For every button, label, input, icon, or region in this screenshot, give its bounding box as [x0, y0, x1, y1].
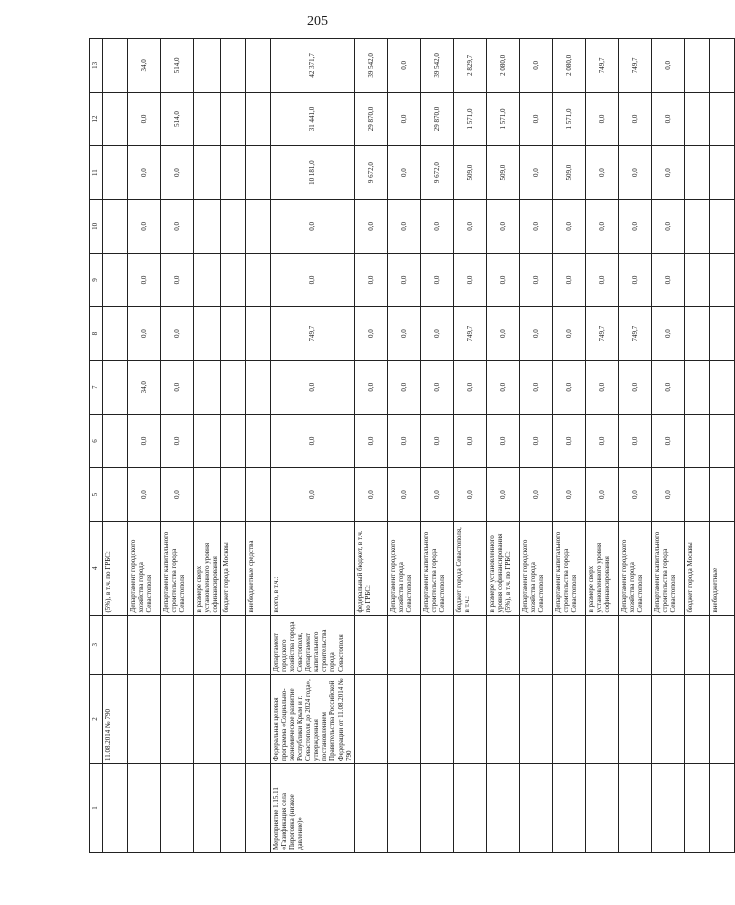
- value-cell: 29 870,0: [420, 92, 453, 146]
- value-cell: [221, 146, 246, 200]
- table-row: [194, 39, 221, 853]
- value-cell: [246, 92, 271, 146]
- value-cell: 0,0: [651, 468, 684, 522]
- value-cell: 0,0: [585, 468, 618, 522]
- value-cell: [684, 146, 709, 200]
- value-cell: 509,0: [552, 146, 585, 200]
- text-cell: Департамент городского хозяйства города Севастополя: [519, 521, 552, 615]
- value-cell: 0,0: [519, 253, 552, 307]
- value-cell: [221, 414, 246, 468]
- table-row: [246, 39, 271, 853]
- value-cell: 0,0: [387, 200, 420, 254]
- value-cell: 0,0: [651, 414, 684, 468]
- text-cell: [585, 674, 618, 763]
- value-cell: [246, 146, 271, 200]
- value-cell: 0,0: [354, 307, 387, 361]
- value-cell: [246, 307, 271, 361]
- text-cell: [420, 615, 453, 674]
- value-cell: [684, 307, 709, 361]
- text-cell: [194, 674, 221, 763]
- value-cell: 0,0: [453, 200, 486, 254]
- text-cell: [221, 763, 246, 852]
- value-cell: 10 181,0: [271, 146, 354, 200]
- value-cell: 0,0: [519, 200, 552, 254]
- value-cell: 0,0: [486, 307, 519, 361]
- table-row: [709, 39, 734, 853]
- table-row: [684, 39, 709, 853]
- value-cell: 0,0: [271, 360, 354, 414]
- text-cell: [519, 674, 552, 763]
- value-cell: [221, 200, 246, 254]
- value-cell: 0,0: [651, 146, 684, 200]
- text-cell: [354, 615, 387, 674]
- column-number-cell: 8: [90, 307, 103, 361]
- value-cell: 0,0: [387, 414, 420, 468]
- value-cell: [221, 468, 246, 522]
- value-cell: [194, 414, 221, 468]
- value-cell: 0,0: [552, 468, 585, 522]
- value-cell: 0,0: [585, 253, 618, 307]
- column-number-cell: 1: [90, 763, 103, 852]
- value-cell: [709, 360, 734, 414]
- text-cell: Департамент капитального строительства города Севастополя: [651, 521, 684, 615]
- value-cell: 0,0: [128, 414, 161, 468]
- value-cell: [246, 200, 271, 254]
- text-cell: [246, 674, 271, 763]
- text-cell: [221, 674, 246, 763]
- text-cell: [194, 615, 221, 674]
- text-cell: федеральный бюджет, в т.ч. по ГРБС:: [354, 521, 387, 615]
- value-cell: [194, 200, 221, 254]
- text-cell: [709, 763, 734, 852]
- rotated-table-wrapper: [89, 38, 719, 853]
- value-cell: 0,0: [552, 200, 585, 254]
- text-cell: [709, 615, 734, 674]
- value-cell: [684, 253, 709, 307]
- value-cell: [684, 39, 709, 93]
- text-cell: [552, 615, 585, 674]
- value-cell: 0,0: [486, 253, 519, 307]
- column-number-cell: 12: [90, 92, 103, 146]
- value-cell: 749,7: [585, 307, 618, 361]
- value-cell: 0,0: [387, 360, 420, 414]
- value-cell: [194, 39, 221, 93]
- value-cell: 0,0: [486, 414, 519, 468]
- value-cell: [194, 307, 221, 361]
- value-cell: [709, 39, 734, 93]
- value-cell: 0,0: [651, 39, 684, 93]
- value-cell: [103, 253, 128, 307]
- value-cell: [709, 92, 734, 146]
- value-cell: 0,0: [271, 200, 354, 254]
- text-cell: Департамент городского хозяйства города Севастополя: [128, 521, 161, 615]
- text-cell: в размере сверх установленного уровня софинансирования: [194, 521, 221, 615]
- value-cell: 0,0: [453, 253, 486, 307]
- value-cell: 0,0: [271, 253, 354, 307]
- value-cell: 0,0: [161, 468, 194, 522]
- value-cell: 0,0: [519, 146, 552, 200]
- text-cell: [246, 763, 271, 852]
- text-cell: [519, 763, 552, 852]
- value-cell: [221, 307, 246, 361]
- text-cell: [453, 674, 486, 763]
- table-row: [486, 39, 519, 853]
- text-cell: [354, 763, 387, 852]
- value-cell: [103, 468, 128, 522]
- value-cell: [221, 92, 246, 146]
- value-cell: [684, 414, 709, 468]
- value-cell: 0,0: [618, 468, 651, 522]
- value-cell: [221, 39, 246, 93]
- text-cell: [486, 674, 519, 763]
- text-cell: [161, 615, 194, 674]
- value-cell: 509,0: [453, 146, 486, 200]
- column-number-cell: 5: [90, 468, 103, 522]
- value-cell: 0,0: [354, 360, 387, 414]
- text-cell: Федеральная целевая программа «Социально-экономическое развитие Республики Крым и г. Севастополя до 2024 года», утвержденная постановлением Правительства Российской Федерации от 11.08.2014 № 790: [271, 674, 354, 763]
- value-cell: [194, 253, 221, 307]
- budget-table: [89, 38, 735, 853]
- text-cell: [651, 763, 684, 852]
- value-cell: 0,0: [420, 360, 453, 414]
- value-cell: 34,0: [128, 39, 161, 93]
- text-cell: Департамент городского хозяйства города Севастополя: [618, 521, 651, 615]
- value-cell: 0,0: [387, 468, 420, 522]
- value-cell: [103, 146, 128, 200]
- text-cell: [618, 615, 651, 674]
- value-cell: 0,0: [354, 200, 387, 254]
- value-cell: 0,0: [651, 200, 684, 254]
- text-cell: [161, 763, 194, 852]
- text-cell: [552, 674, 585, 763]
- text-cell: [354, 674, 387, 763]
- text-cell: [684, 674, 709, 763]
- value-cell: 0,0: [161, 360, 194, 414]
- value-cell: 0,0: [618, 200, 651, 254]
- text-cell: бюджет города Москвы: [684, 521, 709, 615]
- text-cell: [453, 763, 486, 852]
- text-cell: [420, 674, 453, 763]
- value-cell: 0,0: [519, 468, 552, 522]
- value-cell: 29 870,0: [354, 92, 387, 146]
- value-cell: 1 571,0: [453, 92, 486, 146]
- table-row: [271, 39, 354, 853]
- value-cell: [194, 468, 221, 522]
- value-cell: 0,0: [519, 307, 552, 361]
- value-cell: [246, 39, 271, 93]
- text-cell: [387, 763, 420, 852]
- value-cell: 0,0: [387, 253, 420, 307]
- value-cell: [103, 360, 128, 414]
- value-cell: [709, 200, 734, 254]
- text-cell: бюджет города Севастополя, в т.ч.:: [453, 521, 486, 615]
- value-cell: 749,7: [585, 39, 618, 93]
- column-number-cell: 4: [90, 521, 103, 615]
- value-cell: 0,0: [519, 92, 552, 146]
- text-cell: [128, 615, 161, 674]
- table-body: [90, 39, 735, 853]
- value-cell: 749,7: [618, 307, 651, 361]
- text-cell: [161, 674, 194, 763]
- value-cell: 0,0: [387, 146, 420, 200]
- value-cell: 9 672,0: [420, 146, 453, 200]
- column-number-row: [90, 39, 103, 853]
- value-cell: 0,0: [585, 200, 618, 254]
- table-row: [387, 39, 420, 853]
- value-cell: 0,0: [552, 253, 585, 307]
- column-number-cell: 6: [90, 414, 103, 468]
- value-cell: 31 441,0: [271, 92, 354, 146]
- value-cell: 0,0: [271, 468, 354, 522]
- text-cell: [519, 615, 552, 674]
- text-cell: 11.08.2014 № 790: [103, 674, 128, 763]
- table-row: [103, 39, 128, 853]
- text-cell: всего, в т.ч.:: [271, 521, 354, 615]
- value-cell: 0,0: [585, 92, 618, 146]
- text-cell: [486, 763, 519, 852]
- value-cell: [246, 360, 271, 414]
- value-cell: 749,7: [618, 39, 651, 93]
- value-cell: [103, 414, 128, 468]
- text-cell: [221, 615, 246, 674]
- text-cell: [552, 763, 585, 852]
- value-cell: [103, 307, 128, 361]
- text-cell: [453, 615, 486, 674]
- text-cell: [651, 674, 684, 763]
- column-number-cell: 9: [90, 253, 103, 307]
- value-cell: 0,0: [387, 307, 420, 361]
- text-cell: [618, 674, 651, 763]
- column-number-cell: 10: [90, 200, 103, 254]
- table-row: [585, 39, 618, 853]
- value-cell: 0,0: [420, 200, 453, 254]
- value-cell: [709, 307, 734, 361]
- value-cell: 0,0: [552, 307, 585, 361]
- text-cell: [128, 763, 161, 852]
- text-cell: Департамент капитального строительства города Севастополя: [552, 521, 585, 615]
- value-cell: 0,0: [486, 200, 519, 254]
- value-cell: [103, 39, 128, 93]
- text-cell: Департамент капитального строительства города Севастополя: [161, 521, 194, 615]
- value-cell: 0,0: [420, 307, 453, 361]
- value-cell: 0,0: [618, 253, 651, 307]
- value-cell: 0,0: [618, 360, 651, 414]
- value-cell: 0,0: [161, 253, 194, 307]
- text-cell: Департамент городского хозяйства города Севастополя, Департамент капитального строительства города Севастополя: [271, 615, 354, 674]
- value-cell: 0,0: [128, 253, 161, 307]
- value-cell: 0,0: [585, 360, 618, 414]
- value-cell: 0,0: [453, 468, 486, 522]
- value-cell: 0,0: [420, 253, 453, 307]
- value-cell: 0,0: [271, 414, 354, 468]
- value-cell: 0,0: [519, 414, 552, 468]
- value-cell: 0,0: [128, 200, 161, 254]
- value-cell: 2 829,7: [453, 39, 486, 93]
- table-row: [453, 39, 486, 853]
- text-cell: бюджет города Москвы: [221, 521, 246, 615]
- value-cell: 0,0: [585, 414, 618, 468]
- table-row: [618, 39, 651, 853]
- value-cell: 39 542,0: [354, 39, 387, 93]
- value-cell: 0,0: [354, 253, 387, 307]
- value-cell: 0,0: [161, 200, 194, 254]
- value-cell: 1 571,0: [552, 92, 585, 146]
- table-row: [161, 39, 194, 853]
- value-cell: [709, 253, 734, 307]
- page-number: 205: [307, 14, 328, 29]
- table-row: [354, 39, 387, 853]
- value-cell: 2 080,0: [552, 39, 585, 93]
- value-cell: 0,0: [486, 468, 519, 522]
- value-cell: 0,0: [618, 146, 651, 200]
- value-cell: 39 542,0: [420, 39, 453, 93]
- value-cell: [194, 146, 221, 200]
- value-cell: [246, 253, 271, 307]
- value-cell: [246, 468, 271, 522]
- value-cell: [246, 414, 271, 468]
- text-cell: [709, 674, 734, 763]
- value-cell: 0,0: [387, 92, 420, 146]
- value-cell: [684, 92, 709, 146]
- value-cell: 0,0: [420, 414, 453, 468]
- text-cell: [585, 615, 618, 674]
- value-cell: 0,0: [453, 414, 486, 468]
- text-cell: Департамент капитального строительства города Севастополя: [420, 521, 453, 615]
- text-cell: [103, 763, 128, 852]
- table-row: [651, 39, 684, 853]
- value-cell: 0,0: [651, 92, 684, 146]
- value-cell: 0,0: [161, 414, 194, 468]
- text-cell: [194, 763, 221, 852]
- value-cell: 34,0: [128, 360, 161, 414]
- value-cell: 0,0: [128, 92, 161, 146]
- value-cell: [221, 360, 246, 414]
- column-number-cell: 7: [90, 360, 103, 414]
- value-cell: 749,7: [271, 307, 354, 361]
- column-number-cell: 11: [90, 146, 103, 200]
- value-cell: [684, 200, 709, 254]
- value-cell: 9 672,0: [354, 146, 387, 200]
- text-cell: [103, 615, 128, 674]
- value-cell: 0,0: [552, 360, 585, 414]
- value-cell: [709, 468, 734, 522]
- value-cell: [709, 146, 734, 200]
- value-cell: 509,0: [486, 146, 519, 200]
- text-cell: [486, 615, 519, 674]
- value-cell: 0,0: [453, 360, 486, 414]
- text-cell: Мероприятие 1.15.11 «Газификация села Пироговка (низкое давление)»: [271, 763, 354, 852]
- value-cell: 514,0: [161, 39, 194, 93]
- value-cell: 0,0: [128, 307, 161, 361]
- value-cell: 0,0: [618, 92, 651, 146]
- table-row: [420, 39, 453, 853]
- value-cell: [709, 414, 734, 468]
- text-cell: [387, 615, 420, 674]
- text-cell: [651, 615, 684, 674]
- text-cell: в размере сверх установленного уровня софинансирования: [585, 521, 618, 615]
- value-cell: [684, 468, 709, 522]
- text-cell: внебюджетные: [709, 521, 734, 615]
- value-cell: 0,0: [486, 360, 519, 414]
- value-cell: 0,0: [354, 414, 387, 468]
- text-cell: [684, 615, 709, 674]
- table-row: [221, 39, 246, 853]
- column-number-cell: 3: [90, 615, 103, 674]
- text-cell: [585, 763, 618, 852]
- text-cell: [387, 674, 420, 763]
- column-number-cell: 13: [90, 39, 103, 93]
- text-cell: Департамент городского хозяйства города Севастополя: [387, 521, 420, 615]
- value-cell: 0,0: [387, 39, 420, 93]
- text-cell: [420, 763, 453, 852]
- value-cell: 749,7: [453, 307, 486, 361]
- text-cell: [246, 615, 271, 674]
- value-cell: 0,0: [519, 39, 552, 93]
- value-cell: [103, 92, 128, 146]
- text-cell: (5%), в т.ч. по ГРБС:: [103, 521, 128, 615]
- value-cell: [684, 360, 709, 414]
- text-cell: в размере установленного уровня софинансирования (5%), в т.ч. по ГРБС:: [486, 521, 519, 615]
- value-cell: 0,0: [585, 146, 618, 200]
- value-cell: [221, 253, 246, 307]
- column-number-cell: 2: [90, 674, 103, 763]
- text-cell: [684, 763, 709, 852]
- value-cell: 0,0: [651, 253, 684, 307]
- value-cell: 0,0: [354, 468, 387, 522]
- text-cell: [128, 674, 161, 763]
- value-cell: [103, 200, 128, 254]
- value-cell: 0,0: [651, 360, 684, 414]
- text-cell: внебюджетные средства: [246, 521, 271, 615]
- value-cell: 42 371,7: [271, 39, 354, 93]
- table-row: [128, 39, 161, 853]
- table-row: [519, 39, 552, 853]
- value-cell: 0,0: [420, 468, 453, 522]
- value-cell: 0,0: [161, 307, 194, 361]
- value-cell: 0,0: [161, 146, 194, 200]
- table-row: [552, 39, 585, 853]
- value-cell: 0,0: [651, 307, 684, 361]
- value-cell: 1 571,0: [486, 92, 519, 146]
- value-cell: [194, 360, 221, 414]
- value-cell: [194, 92, 221, 146]
- value-cell: 0,0: [519, 360, 552, 414]
- value-cell: 0,0: [618, 414, 651, 468]
- value-cell: 0,0: [552, 414, 585, 468]
- value-cell: 0,0: [128, 468, 161, 522]
- value-cell: 514,0: [161, 92, 194, 146]
- value-cell: 2 080,0: [486, 39, 519, 93]
- value-cell: 0,0: [128, 146, 161, 200]
- text-cell: [618, 763, 651, 852]
